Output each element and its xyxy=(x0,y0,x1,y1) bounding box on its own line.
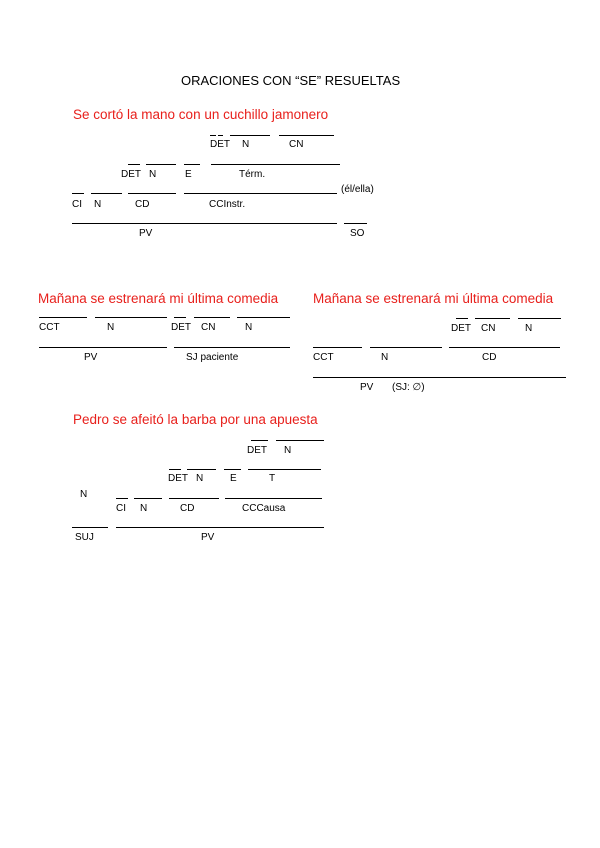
ex4-sentence: Pedro se afeitó la barba por una apuesta xyxy=(73,412,318,427)
ex3-rule-pv xyxy=(313,377,566,378)
ex2-rule-det xyxy=(174,317,186,318)
ex3-label-det: DET xyxy=(451,323,471,334)
ex1-rule-n1 xyxy=(91,193,122,194)
ex2-sentence: Mañana se estrenará mi última comedia xyxy=(38,291,279,306)
ex4-rule-n3 xyxy=(187,469,216,470)
ex1-label-det2: DET xyxy=(210,139,230,150)
ex1-rule-cn xyxy=(279,135,334,136)
ex3-label-cd: CD xyxy=(482,352,497,363)
ex3-label-n1: N xyxy=(381,352,389,363)
ex4-label-cd: CD xyxy=(180,503,195,514)
ex3-label-sj: (SJ: ∅) xyxy=(392,382,425,393)
ex4-label-det2: DET xyxy=(247,445,267,456)
ex3-rule-n1 xyxy=(370,347,442,348)
ex4-label-det1: DET xyxy=(168,473,188,484)
ex1-rule-pv xyxy=(72,223,337,224)
ex2-label-pv: PV xyxy=(84,352,98,363)
ex1-label-term: Térm. xyxy=(239,169,266,180)
ex4-rule-t xyxy=(248,469,321,470)
ex4-label-pv: PV xyxy=(201,532,215,543)
ex4-rule-ci xyxy=(116,498,128,499)
ex2-rule-sj xyxy=(174,347,290,348)
ex1-label-sj: (él/ella) xyxy=(341,184,374,195)
ex1-rule-e xyxy=(184,164,200,165)
ex1-label-n1: N xyxy=(94,199,102,210)
ex3-sentence: Mañana se estrenará mi última comedia xyxy=(313,291,554,306)
ex1-label-cd: CD xyxy=(135,199,150,210)
ex4-label-n3: N xyxy=(196,473,204,484)
ex4-label-ci: CI xyxy=(116,503,126,514)
ex1-rule-so xyxy=(344,223,367,224)
ex2-label-n1: N xyxy=(107,322,115,333)
ex1-label-ci: CI xyxy=(72,199,82,210)
ex3-rule-cct xyxy=(313,347,362,348)
ex1-rule-n2 xyxy=(146,164,176,165)
page-title: ORACIONES CON “SE” RESUELTAS xyxy=(181,73,401,88)
ex4-rule-suj xyxy=(72,527,108,528)
ex2-label-cct: CCT xyxy=(39,322,60,333)
ex4-label-cccausa: CCCausa xyxy=(242,503,286,514)
ex1-rule-term xyxy=(211,164,340,165)
ex1-label-cn: CN xyxy=(289,139,304,150)
ex2-rule-cn xyxy=(194,317,230,318)
ex4-rule-n4 xyxy=(276,440,324,441)
ex1-rule-det1 xyxy=(128,164,140,165)
ex4-label-e: E xyxy=(230,473,237,484)
ex2-rule-pv xyxy=(39,347,167,348)
ex1-label-ccinstr: CCInstr. xyxy=(209,199,246,210)
ex4-rule-det1 xyxy=(169,469,181,470)
ex2-label-cn: CN xyxy=(201,322,216,333)
ex3-rule-cd xyxy=(449,347,560,348)
ex1-label-n3: N xyxy=(242,139,250,150)
ex1-label-e: E xyxy=(185,169,192,180)
ex1-label-n2: N xyxy=(149,169,157,180)
ex1-rule-cd xyxy=(128,193,176,194)
ex4-label-n2: N xyxy=(140,503,148,514)
ex4-label-t: T xyxy=(269,473,276,484)
ex1-rule-ci xyxy=(72,193,84,194)
ex4-rule-n2 xyxy=(134,498,162,499)
ex2-rule-n1 xyxy=(95,317,167,318)
ex1-rule-det2b xyxy=(218,135,223,136)
ex1-rule-ccinstr xyxy=(184,193,337,194)
ex1-label-pv: PV xyxy=(139,228,153,239)
ex4-rule-pv xyxy=(116,527,324,528)
ex4-rule-cccausa xyxy=(225,498,322,499)
ex4-rule-cd xyxy=(169,498,219,499)
ex2-rule-cct xyxy=(39,317,87,318)
ex4-label-n1: N xyxy=(80,489,88,500)
ex3-rule-n2 xyxy=(518,318,561,319)
ex1-sentence: Se cortó la mano con un cuchillo jamonero xyxy=(73,107,329,122)
ex4-label-suj: SUJ xyxy=(75,532,94,543)
ex4-label-n4: N xyxy=(284,445,292,456)
ex2-rule-n2 xyxy=(237,317,290,318)
ex2-label-sj: SJ paciente xyxy=(186,352,239,363)
ex1-rule-det2a xyxy=(210,135,216,136)
ex4-rule-det2 xyxy=(251,440,268,441)
ex3-label-cct: CCT xyxy=(313,352,334,363)
ex3-rule-det xyxy=(456,318,468,319)
ex3-label-pv: PV xyxy=(360,382,374,393)
ex2-label-n2: N xyxy=(245,322,253,333)
ex2-label-det: DET xyxy=(171,322,191,333)
ex3-label-cn: CN xyxy=(481,323,496,334)
ex3-label-n2: N xyxy=(525,323,533,334)
ex1-rule-n3 xyxy=(230,135,270,136)
ex1-label-so: SO xyxy=(350,228,365,239)
ex3-rule-cn xyxy=(475,318,510,319)
ex1-label-det1: DET xyxy=(121,169,141,180)
ex4-rule-e xyxy=(224,469,241,470)
